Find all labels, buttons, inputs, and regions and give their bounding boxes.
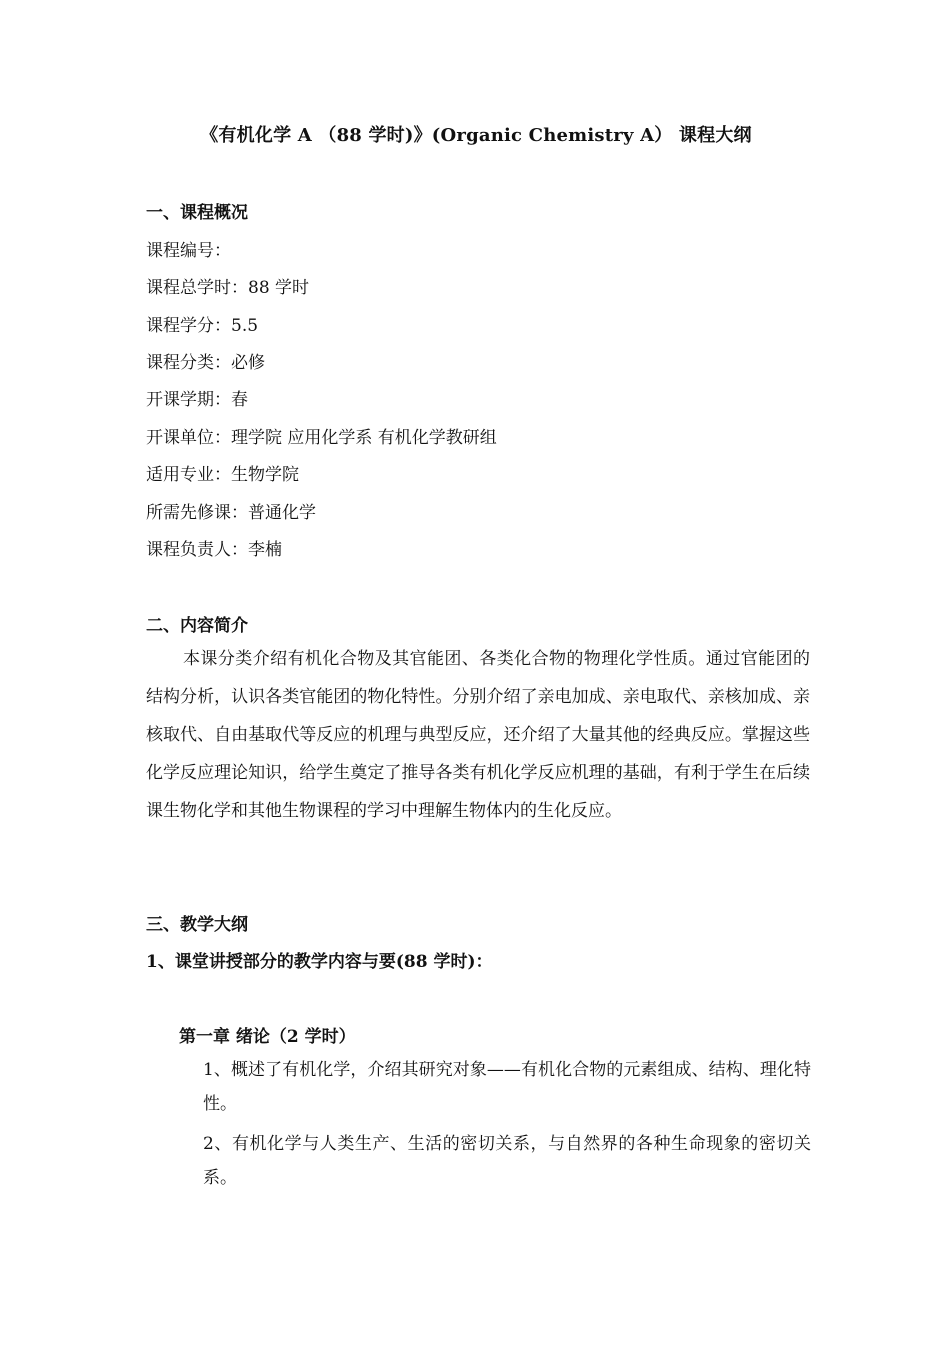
info-line-major: 适用专业：生物学院 <box>146 465 299 485</box>
info-line-department: 开课单位：理学院 应用化学系 有机化学教研组 <box>146 428 497 448</box>
chapter-1-title: 第一章 绪论（2 学时） <box>179 1027 356 1047</box>
document-title: 《有机化学 A （88 学时)》(Organic Chemistry A） 课程大纲 <box>200 125 752 146</box>
info-line-prerequisite: 所需先修课：普通化学 <box>146 503 316 523</box>
info-line-course-code: 课程编号： <box>146 241 231 261</box>
info-line-total-hours: 课程总学时：88 学时 <box>146 278 310 298</box>
info-line-category: 课程分类：必修 <box>146 353 265 373</box>
section-heading-overview: 一、课程概况 <box>146 203 248 223</box>
section-heading-introduction: 二、内容简介 <box>146 616 248 636</box>
section-heading-syllabus: 三、教学大纲 <box>146 915 248 935</box>
info-line-semester: 开课学期：春 <box>146 390 248 410</box>
introduction-paragraph: 本课分类介绍有机化合物及其官能团、各类化合物的物理化学性质。通过官能团的结构分析，认识各类官能团的物化特性。分别介绍了亲电加成、亲电取代、亲核加成、亲核取代、自由基取代等反应的机理与典型反应，还介绍了大量其他的经典反应。掌握这些化学反应理论知识，给学生奠定了推导各类有机化学反应机理的基础，有利于学生在后续课生物化学和其他生物课程的学习中理解生物体内的生化反应。 <box>146 649 810 821</box>
chapter-1-item-1: 1、概述了有机化学，介绍其研究对象——有机化合物的元素组成、结构、理化特性。 <box>203 1060 811 1114</box>
chapter-1-item-2: 2、有机化学与人类生产、生活的密切关系，与自然界的各种生命现象的密切关系。 <box>203 1134 811 1188</box>
syllabus-subheading: 1、课堂讲授部分的教学内容与要(88 学时)： <box>146 952 493 972</box>
info-line-credits: 课程学分：5.5 <box>146 316 259 336</box>
info-line-instructor: 课程负责人：李楠 <box>146 540 282 560</box>
